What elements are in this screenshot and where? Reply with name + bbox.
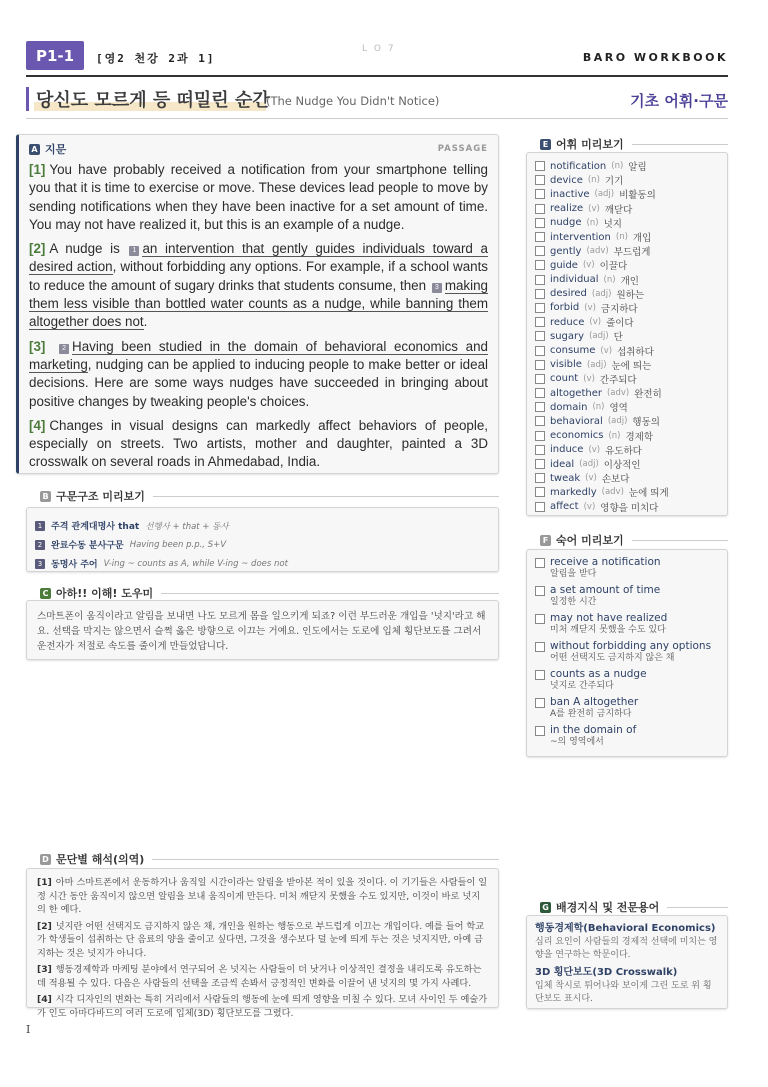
vocab-item[interactable] (535, 400, 719, 414)
vocab-meaning: 원하는 (616, 289, 645, 301)
idiom-meaning: 알림을 받다 (550, 569, 597, 579)
vocab-meaning: 금지하다 (600, 303, 638, 315)
page-mark: L O 7 (362, 44, 396, 54)
vocab-item[interactable] (535, 230, 719, 244)
section-letter-f: F (540, 535, 551, 546)
structure-pattern: Having been p.p., S+V (129, 539, 227, 550)
vocab-item[interactable] (535, 244, 719, 258)
idiom-meaning: 일정한 시간 (550, 597, 597, 607)
vocab-word: economics (550, 430, 604, 442)
structure-marker-2: 2 (59, 344, 69, 354)
vocab-item[interactable] (535, 187, 719, 201)
vocab-checkbox[interactable] (535, 402, 545, 412)
translation-number: [3] (37, 964, 52, 975)
vocab-word: behavioral (550, 415, 603, 427)
paragraph-text: . (143, 314, 148, 330)
vocab-item[interactable] (535, 386, 719, 400)
heading-rule (161, 593, 499, 594)
translation-title: 문단별 해석(의역) (56, 853, 145, 866)
easy-title: 아하!! 이해! 도우미 (56, 587, 154, 600)
vocab-checkbox[interactable] (535, 218, 545, 228)
structure-item (35, 554, 490, 573)
title-accent-bar (26, 87, 29, 111)
vocab-meaning: 줄이다 (606, 318, 634, 330)
vocab-pos: (v) (585, 473, 597, 484)
page-title: 당신도 모르게 등 떠밀린 순간 (36, 90, 270, 111)
idiom-phrase: may not have realized (550, 612, 668, 624)
paragraph-text: , without forbidding any options. For example, if a school wants to reduce the amount of sugary drinks that students consume, then (29, 259, 489, 293)
structure-marker-1: 1 (129, 246, 139, 256)
vocab-checkbox[interactable] (535, 445, 545, 455)
idiom-meaning: 미처 깨닫지 못했을 수도 있다 (550, 625, 666, 635)
vocab-checkbox[interactable] (535, 246, 545, 256)
vocab-meaning: 이끌다 (599, 261, 628, 273)
vocab-meaning: 개인 (620, 275, 639, 287)
passage-title: 지문 (45, 143, 67, 156)
vocab-box (526, 152, 728, 516)
vocab-meaning: 완전히 (634, 389, 662, 401)
vocab-item[interactable] (535, 485, 719, 499)
structure-title: 구문구조 미리보기 (56, 490, 145, 503)
idiom-phrase: receive a notification (550, 556, 661, 568)
vocab-word: ideal (550, 458, 575, 470)
background-description: 입체 착시로 튀어나와 보이게 그린 도로 위 횡단보도 표시다. (535, 981, 712, 1004)
vocab-meaning: 눈에 띄게 (628, 488, 669, 500)
vocab-pos: (v) (583, 501, 596, 512)
vocab-item[interactable] (535, 273, 719, 287)
underlined-structure-3: making them less visible than bottled water counts as a nudge, while banning them altogether does not (29, 277, 488, 330)
vocab-word: tweak (550, 472, 581, 484)
translation-text: 시각 디자인의 변화는 특히 거리에서 사람들의 행동에 눈에 띄게 영향을 미칠 수 있다. 모녀 사이인 두 예술가가 인도 아마다바드의 여러 도로에 입체(3D) 횡단보도를 그렸다. (37, 994, 488, 1019)
idiom-phrase: without forbidding any options (550, 640, 712, 652)
translation-item (37, 876, 488, 917)
paragraph-4 (29, 417, 488, 472)
idiom-phrase: ban A altogether (550, 696, 639, 708)
vocab-checkbox[interactable] (535, 161, 545, 171)
idiom-item[interactable] (535, 612, 719, 640)
vocab-meaning: 깨닫다 (604, 204, 633, 216)
vocab-item[interactable] (535, 372, 719, 386)
vocab-word: nudge (550, 217, 582, 229)
vocab-item[interactable] (535, 287, 719, 301)
paragraph-text: A nudge is (49, 241, 120, 257)
vocab-meaning: 개입 (632, 233, 652, 245)
structure-name: 동명사 주어 (51, 560, 98, 570)
paragraph-text: You have probably received a notification from your smartphone telling you that it is time to exercise or move. These devices lead people to move by sending notifications when they have been inactive for a set amount of time. You may not have realized it, but this is an example of a nudge. (29, 162, 488, 232)
vocab-word: realize (550, 203, 584, 215)
heading-rule (152, 859, 499, 860)
vocab-pos: (v) (589, 317, 602, 328)
vocab-pos: (adj) (579, 459, 599, 470)
vocab-meaning: 이상적인 (603, 460, 641, 472)
vocab-meaning: 섭취하다 (617, 346, 654, 358)
idiom-title: 숙어 미리보기 (556, 534, 624, 547)
vocab-item[interactable] (535, 343, 719, 357)
header-divider (26, 75, 728, 77)
vocab-pos: (n) (615, 232, 628, 243)
vocab-checkbox[interactable] (535, 189, 545, 199)
easy-heading (40, 585, 499, 601)
idiom-item[interactable] (535, 668, 719, 696)
translation-text: 행동경제학과 마케팅 분야에서 연구되어 온 넛지는 사람들이 더 낫거나 이상적인 결정을 내리도록 유도하는 데 적용될 수 있다. 다음은 사람들의 선택을 조금씩 손봐서 긍정적인 변화를 이끌어 낸 넛지의 몇 가지 사례다. (37, 964, 482, 989)
idiom-item[interactable] (535, 640, 719, 668)
vocab-checkbox[interactable] (535, 487, 545, 497)
translation-heading (40, 851, 499, 867)
vocab-word: individual (550, 274, 599, 286)
structure-name: 주격 관계대명사 that (51, 522, 140, 532)
paragraph-2 (29, 240, 488, 331)
footer-mark: I (26, 1023, 31, 1036)
vocab-meaning: 눈에 띄는 (611, 360, 652, 372)
vocab-pos: (adv) (586, 246, 609, 257)
vocab-checkbox[interactable] (535, 317, 545, 327)
vocab-item[interactable] (535, 315, 719, 329)
vocab-meaning: 손보다 (601, 474, 630, 486)
vocab-pos: (adj) (589, 331, 609, 342)
vocab-checkbox[interactable] (535, 374, 545, 384)
idiom-item[interactable] (535, 584, 719, 612)
vocab-meaning: 알림 (628, 162, 647, 174)
vocab-heading (540, 136, 728, 152)
section-letter-b: B (40, 491, 51, 502)
vocab-item[interactable] (535, 429, 719, 443)
brand-label: BARO WORKBOOK (582, 51, 728, 64)
structure-item (35, 516, 490, 535)
paragraph-number: [2] (29, 241, 46, 257)
vocab-checkbox[interactable] (535, 431, 545, 441)
vocab-item[interactable] (535, 301, 719, 315)
underlined-structure-1: an intervention that gently guides individuals toward a desired action (29, 241, 488, 275)
background-description: 심리 요인이 사람들의 경제적 선택에 미치는 영향을 연구하는 학문이다. (535, 937, 718, 960)
section-letter-d: D (40, 854, 51, 865)
structure-item (35, 535, 490, 554)
vocab-word: altogether (550, 387, 602, 399)
page-subtitle: (The Nudge You Didn't Notice) (266, 94, 440, 108)
vocab-word: guide (550, 259, 578, 271)
passage-box (16, 134, 499, 474)
idiom-checkbox[interactable] (535, 614, 545, 624)
vocab-meaning: 넛지 (603, 218, 622, 230)
section-letter-c: C (40, 588, 51, 599)
idiom-checkbox[interactable] (535, 642, 545, 652)
structure-number: 3 (35, 559, 45, 569)
idiom-checkbox[interactable] (535, 698, 545, 708)
vocab-pos: (adj) (607, 416, 628, 427)
vocab-pos: (n) (587, 175, 600, 186)
vocab-item[interactable] (535, 443, 719, 457)
vocab-meaning: 영역 (609, 403, 628, 415)
passage-tag: PASSAGE (437, 144, 488, 154)
vocab-item[interactable] (535, 202, 719, 216)
vocab-meaning: 간주되다 (599, 374, 637, 386)
structure-name: 완료수동 분사구문 (51, 541, 124, 551)
easy-helper-box (26, 600, 499, 660)
passage-header (29, 141, 488, 157)
vocab-meaning: 기기 (604, 176, 624, 188)
vocab-checkbox[interactable] (535, 260, 545, 270)
translation-item (37, 920, 488, 961)
background-title: 배경지식 및 전문용어 (556, 901, 660, 914)
vocab-word: affect (550, 501, 579, 513)
vocab-checkbox[interactable] (535, 346, 545, 356)
vocab-pos: (n) (586, 217, 599, 228)
idiom-box (526, 549, 728, 757)
vocab-word: inactive (550, 188, 590, 200)
vocab-meaning: 영향을 미치다 (600, 502, 659, 514)
section-title: 기초 어휘·구문 (630, 92, 728, 110)
vocab-pos: (n) (603, 274, 616, 285)
vocab-word: sugary (550, 330, 585, 342)
vocab-pos: (adj) (594, 189, 615, 200)
vocab-checkbox[interactable] (535, 303, 545, 313)
idiom-meaning: 어떤 선택지도 금지하지 않은 채 (550, 653, 675, 663)
idiom-heading (540, 532, 728, 548)
idiom-meaning: A를 완전히 금지하다 (550, 709, 632, 719)
structure-number: 1 (35, 521, 45, 531)
structure-number: 2 (35, 540, 45, 550)
idiom-item[interactable] (535, 556, 719, 584)
vocab-pos: (v) (588, 203, 600, 214)
vocab-item[interactable] (535, 258, 719, 272)
translation-box (26, 868, 499, 1019)
idiom-checkbox[interactable] (535, 726, 545, 736)
vocab-word: notification (550, 160, 607, 172)
page-badge: P1-1 (26, 41, 84, 70)
vocab-checkbox[interactable] (535, 204, 545, 214)
vocab-title: 어휘 미리보기 (556, 138, 624, 151)
paragraph-number: [3] (29, 338, 46, 354)
vocab-checkbox[interactable] (535, 232, 545, 242)
vocab-pos: (n) (608, 430, 621, 441)
vocab-item[interactable] (535, 500, 719, 514)
vocab-pos: (adv) (606, 388, 630, 399)
background-term: 3D 횡단보도(3D Crosswalk) (535, 967, 678, 978)
vocab-pos: (n) (611, 161, 624, 172)
vocab-pos: (v) (588, 444, 601, 455)
vocab-checkbox[interactable] (535, 473, 545, 483)
idiom-phrase: in the domain of (550, 724, 637, 736)
idiom-item[interactable] (535, 724, 719, 752)
vocab-pos: (v) (583, 373, 595, 384)
background-box (526, 915, 728, 1009)
vocab-checkbox[interactable] (535, 175, 545, 185)
vocab-item[interactable] (535, 216, 719, 230)
vocab-pos: (v) (582, 260, 595, 271)
vocab-checkbox[interactable] (535, 360, 545, 370)
vocab-word: gently (550, 245, 582, 257)
idiom-phrase: counts as a nudge (550, 668, 647, 680)
section-letter-e: E (540, 139, 551, 150)
unit-label: [영2 천강 2과 1] (96, 52, 216, 65)
vocab-word: count (550, 373, 579, 385)
translation-number: [2] (37, 920, 52, 932)
vocab-checkbox[interactable] (535, 459, 545, 469)
heading-rule (632, 540, 728, 541)
structure-heading (40, 488, 499, 504)
idiom-phrase: a set amount of time (550, 584, 661, 596)
idiom-checkbox[interactable] (535, 670, 545, 680)
paragraph-number: [1] (29, 162, 46, 177)
heading-rule (632, 144, 728, 145)
vocab-item[interactable] (535, 173, 719, 187)
paragraph-3 (29, 338, 488, 411)
vocab-pos: (n) (592, 402, 605, 413)
vocab-pos: (v) (600, 345, 613, 356)
translation-text: 넛지란 어떤 선택지도 금지하지 않은 채, 개인을 원하는 행동으로 부드럽게 이끄는 개입이다. 예를 들어 학교가 학생들이 섭취하는 단 음료의 양을 줄이고 싶다면, 그것을 생수보다 덜 눈에 띄게 두는 것은 넛지지만, 아예 금지하는 것은 넛지가 아니다. (37, 920, 485, 959)
translation-number: [4] (37, 994, 52, 1005)
vocab-meaning: 비활동의 (619, 190, 656, 202)
heading-rule (667, 907, 728, 908)
vocab-meaning: 부드럽게 (613, 247, 651, 259)
background-term: 행동경제학(Behavioral Economics) (535, 923, 716, 934)
idiom-checkbox[interactable] (535, 558, 545, 568)
structure-pattern: V-ing ~ counts as A, while V-ing ~ does not (103, 558, 288, 569)
vocab-word: markedly (550, 486, 597, 498)
section-letter-a: A (29, 144, 40, 155)
vocab-pos: (adj) (591, 288, 612, 299)
vocab-item[interactable] (535, 159, 719, 173)
vocab-word: domain (550, 401, 588, 413)
paragraph-text: Changes in visual designs can markedly affect behaviors of people, especially on streets. Two artists, mother and daughter, painted a 3D crosswalk on several roads in Ahmedabad, India. (29, 417, 488, 470)
vocab-meaning: 단 (613, 332, 623, 344)
section-letter-g: G (540, 902, 551, 913)
vocab-meaning: 행동의 (632, 417, 660, 429)
vocab-checkbox[interactable] (535, 416, 545, 426)
vocab-word: device (550, 174, 583, 186)
translation-item (37, 963, 488, 990)
idiom-meaning: ~의 영역에서 (550, 737, 604, 747)
vocab-word: intervention (550, 231, 611, 243)
vocab-checkbox[interactable] (535, 502, 545, 512)
vocab-word: forbid (550, 302, 580, 314)
vocab-item[interactable] (535, 329, 719, 343)
structure-pattern: 선행사 + that + 동사 (145, 521, 229, 532)
easy-text: 스마트폰이 움직이라고 알림을 보내면 나도 모르게 몸을 일으키게 되죠? 이런 부드러운 개입을 '넛지'라고 해요. 선택을 막지는 않으면서 슬쩍 옳은 방향으로 이끄는 거예요. 인도에서는 도로에 입체 횡단보도를 그려서 운전자가 저절로 속도를 줄이게 만들었답니다. (37, 611, 486, 652)
vocab-meaning: 유도하다 (605, 445, 642, 457)
vocab-item[interactable] (535, 358, 719, 372)
translation-item (37, 993, 488, 1020)
idiom-item[interactable] (535, 696, 719, 724)
vocab-checkbox[interactable] (535, 331, 545, 341)
background-heading (540, 899, 728, 915)
paragraph-text: , nudging can be applied to inducing people to make better or ideal decisions. Here are some ways nudges have succeeded in bringing about positive changes by tweaking people's choices. (29, 356, 488, 409)
vocab-pos: (v) (584, 302, 596, 313)
vocab-word: induce (550, 444, 584, 456)
title-divider (26, 118, 728, 119)
heading-rule (153, 496, 499, 497)
underlined-structure-2: Having been studied in the domain of behavioral economics and marketing (29, 338, 488, 372)
structure-marker-3: 3 (432, 283, 442, 293)
vocab-meaning: 경제학 (625, 431, 654, 443)
vocab-item[interactable] (535, 414, 719, 428)
vocab-item[interactable] (535, 471, 719, 485)
vocab-item[interactable] (535, 457, 719, 471)
idiom-meaning: 넛지로 간주되다 (550, 681, 614, 691)
passage-label (29, 141, 66, 157)
paragraph-number: [4] (29, 417, 46, 433)
structure-box (26, 507, 499, 572)
vocab-word: consume (550, 345, 596, 357)
vocab-checkbox[interactable] (535, 388, 545, 398)
translation-text: 아마 스마트폰에서 운동하거나 움직일 시간이라는 알림을 받아본 적이 있을 것이다. 이 기기들은 사람들이 일정 시간 동안 움직이지 않으면 알림을 보내 움직이게 만든다. 미처 깨닫지 못했을 수도 있지만, 이것이 바로 넛지의 한 예다. (37, 877, 488, 915)
vocab-word: desired (550, 288, 587, 300)
vocab-pos: (adj) (586, 359, 607, 370)
translation-number: [1] (37, 877, 52, 888)
idiom-checkbox[interactable] (535, 586, 545, 596)
vocab-checkbox[interactable] (535, 275, 545, 285)
vocab-checkbox[interactable] (535, 289, 545, 299)
vocab-word: reduce (550, 316, 585, 328)
paragraph-1 (29, 161, 488, 234)
vocab-pos: (adv) (601, 487, 624, 498)
vocab-word: visible (550, 359, 582, 371)
